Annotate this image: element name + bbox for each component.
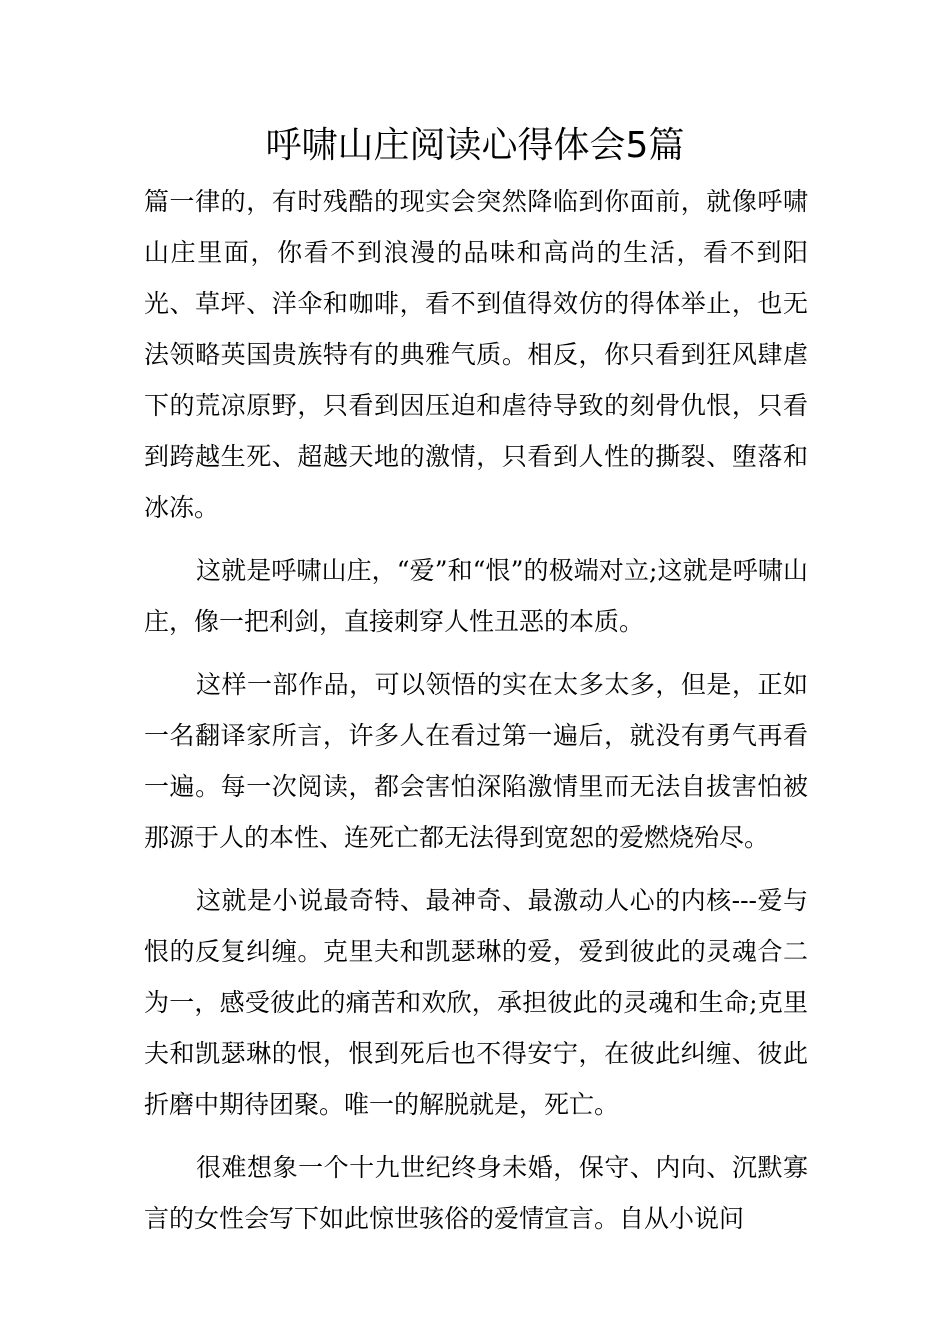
document-title: 呼啸山庄阅读心得体会5篇	[265, 125, 685, 166]
paragraph-4: 这就是小说最奇特、最神奇、最激动人心的内核---爱与恨的反复纠缠。克里夫和凯瑟琳的爱，爱到彼此的灵魂合二为一，感受彼此的痛苦和欢欣，承担彼此的灵魂和生命;克里夫和凯瑟琳的恨，恨到死后也不得安宁，在彼此纠缠、彼此折磨中期待团聚。唯一的解脱就是，死亡。	[144, 886, 808, 1119]
paragraph-3: 这样一部作品，可以领悟的实在太多太多，但是，正如一名翻译家所言，许多人在看过第一遍后，就没有勇气再看一遍。每一次阅读，都会害怕深陷激情里而无法自拔害怕被那源于人的本性、连死亡都无法得到宽恕的爱燃烧殆尽。	[144, 670, 808, 852]
paragraph-5: 很难想象一个十九世纪终身未婚，保守、内向、沉默寡言的女性会写下如此惊世骇俗的爱情宣言。自从小说问	[144, 1153, 808, 1233]
document-body	[144, 176, 808, 1256]
paragraph-2: 这就是呼啸山庄，“爱”和“恨”的极端对立;这就是呼啸山庄，像一把利剑，直接刺穿人性丑恶的本质。	[144, 556, 808, 636]
paragraph-1: 篇一律的，有时残酷的现实会突然降临到你面前，就像呼啸山庄里面，你看不到浪漫的品味和高尚的生活，看不到阳光、草坪、洋伞和咖啡，看不到值得效仿的得体举止，也无法领略英国贵族特有的典雅气质。相反，你只看到狂风肆虐下的荒凉原野，只看到因压迫和虐待导致的刻骨仇恨，只看到跨越生死、超越天地的激情，只看到人性的撕裂、堕落和冰冻。	[144, 187, 808, 522]
